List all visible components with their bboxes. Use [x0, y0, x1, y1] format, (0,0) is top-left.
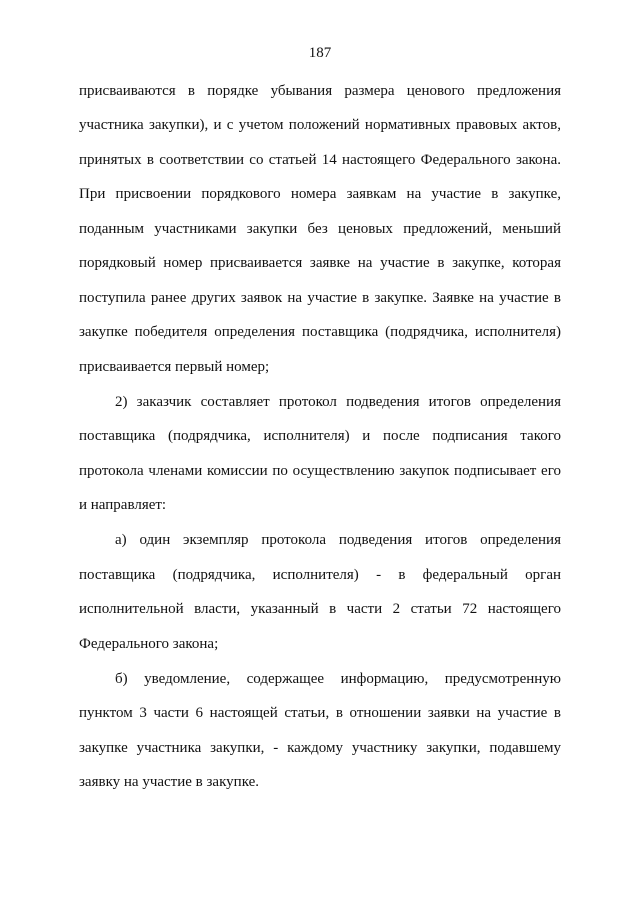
- text-line: поданным участниками закупки без ценовых предложений, меньший: [79, 221, 561, 237]
- text-line: При присвоении порядкового номера заявкам на участие в закупке,: [79, 186, 561, 202]
- text-line: поставщика (подрядчика, исполнителя) - в федеральный орган: [79, 567, 561, 583]
- text-line: пунктом 3 части 6 настоящей статьи, в отношении заявки на участие в: [79, 705, 561, 721]
- text-line: закупке участника закупки, - каждому участнику закупки, подавшему: [79, 740, 561, 756]
- paragraph-start-line: 2) заказчик составляет протокол подведения итогов определения: [115, 394, 561, 410]
- text-line: порядковый номер присваивается заявке на участие в закупке, которая: [79, 255, 561, 271]
- text-line: принятых в соответствии со статьей 14 настоящего Федерального закона.: [79, 152, 561, 168]
- text-line: и направляет:: [79, 497, 167, 513]
- text-line: присваиваются в порядке убывания размера ценового предложения: [79, 83, 561, 99]
- text-line: закупке победителя определения поставщика (подрядчика, исполнителя): [79, 324, 561, 340]
- text-line: исполнительной власти, указанный в части 2 статьи 72 настоящего: [79, 601, 561, 617]
- text-line: поставщика (подрядчика, исполнителя) и после подписания такого: [79, 428, 561, 444]
- paragraph-start-line: а) один экземпляр протокола подведения итогов определения: [115, 532, 561, 548]
- text-line: присваивается первый номер;: [79, 359, 270, 375]
- text-line: участника закупки), и с учетом положений нормативных правовых актов,: [79, 117, 561, 133]
- text-line: поступила ранее других заявок на участие в закупке. Заявке на участие в: [79, 290, 561, 306]
- paragraph-start-line: б) уведомление, содержащее информацию, предусмотренную: [115, 671, 561, 687]
- text-line: протокола членами комиссии по осуществлению закупок подписывает его: [79, 463, 561, 479]
- text-line: заявку на участие в закупке.: [79, 774, 260, 790]
- page-number: 187: [308, 45, 332, 61]
- text-line: Федерального закона;: [79, 636, 219, 652]
